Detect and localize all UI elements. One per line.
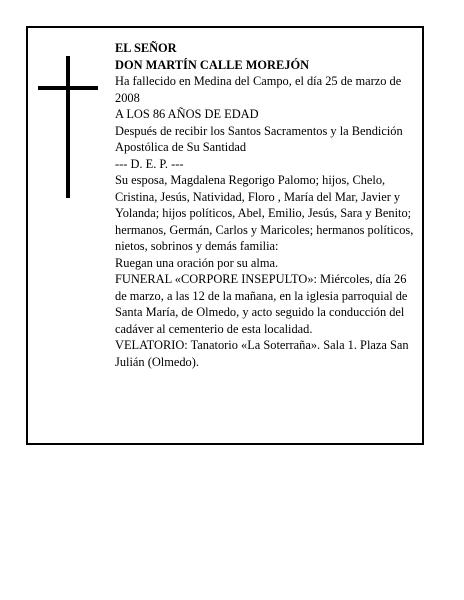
deceased-title: EL SEÑOR <box>115 41 177 55</box>
wake-line: VELATORIO: Tanatorio «La Soterraña». Sala 1. Plaza San Julián (Olmedo). <box>115 338 409 369</box>
deceased-name: DON MARTÍN CALLE MOREJÓN <box>115 57 310 72</box>
obituary-text <box>115 40 417 370</box>
rip-line: --- D. E. P. --- <box>115 156 184 171</box>
prayer-line: Ruegan una oración por su alma. <box>115 255 279 270</box>
death-info: Ha fallecido en Medina del Campo, el día 25 de marzo de 2008 <box>115 74 402 105</box>
sacraments-line: Después de recibir los Santos Sacramentos y la Bendición Apostólica de Su Santidad <box>115 123 403 154</box>
obituary-notice <box>26 26 424 445</box>
cross-icon <box>38 56 98 198</box>
family-line: Su esposa, Magdalena Regorigo Palomo; hijos, Chelo, Cristina, Jesús, Natividad, Floro , María del Mar, Javier y Yolanda; hijos políticos, Abel, Emilio, Jesús, Sara y Benito; hermanos, Germán, Carlos y Maricoles; hermanos políticos, nietos, sobrinos y demás familia: <box>115 173 414 253</box>
funeral-line: FUNERAL «CORPORE INSEPULTO»: Miércoles, día 26 de marzo, a las 12 de la mañana, en la iglesia parroquial de Santa María, de Olmedo, y acto seguido la conducción del cadáver al cementerio de esta localidad. <box>115 272 408 336</box>
age-line: A LOS 86 AÑOS DE EDAD <box>115 107 259 121</box>
cross-vertical-bar <box>66 56 70 198</box>
cross-horizontal-bar <box>38 86 98 90</box>
